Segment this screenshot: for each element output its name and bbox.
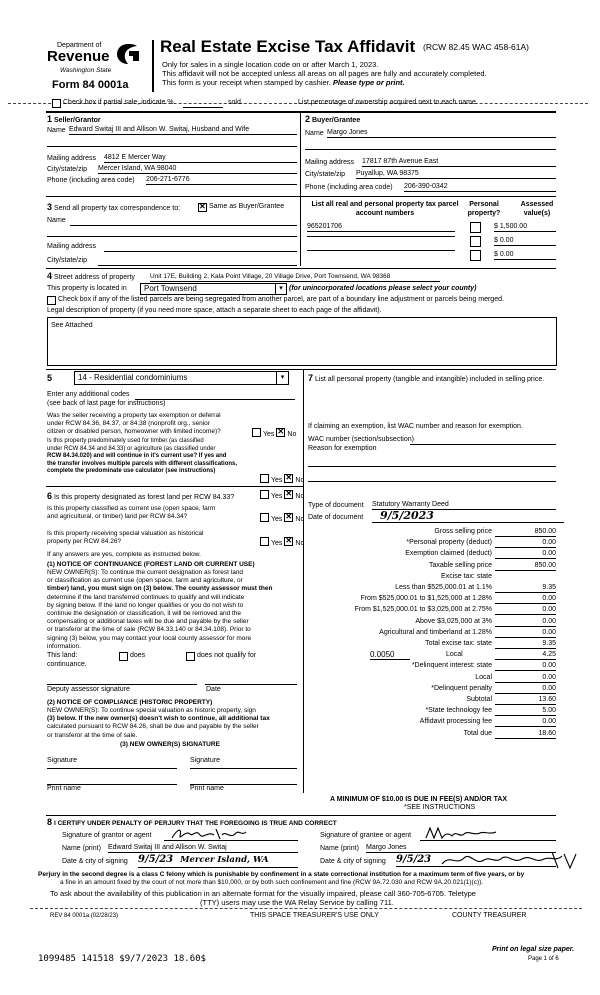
- buyer-name-line-2[interactable]: [305, 149, 556, 150]
- revenue-logo-text: Revenue: [47, 48, 110, 65]
- local-label: Local: [446, 651, 463, 659]
- personal-property-checkbox-2[interactable]: [470, 236, 481, 247]
- seller-buyer-divider: [300, 111, 301, 266]
- seller-city-label: City/state/zip: [47, 166, 88, 173]
- header-line-3: This form is your receipt when stamped by cashier. Please type or print.: [162, 78, 405, 87]
- section-rule-3: [46, 268, 556, 269]
- grantor-name-label: Name (print): [62, 845, 101, 852]
- parcel-number-1[interactable]: 965201706: [307, 222, 455, 232]
- wac-field[interactable]: [410, 444, 556, 445]
- does-not-label: does not qualify for: [197, 652, 257, 659]
- same-as-buyer-label: Same as Buyer/Grantee: [209, 203, 285, 210]
- new-owner-signature-1[interactable]: [47, 768, 177, 769]
- notice1-title: (1) NOTICE OF CONTINUANCE (FOREST LAND OR CURRENT USE): [47, 561, 255, 568]
- section-rule-top: [46, 111, 556, 113]
- doc-date-label: Date of document: [308, 514, 364, 521]
- buyer-phone-field[interactable]: 206-390-0342: [404, 182, 556, 192]
- buyer-heading: 2 Buyer/Grantee: [305, 114, 361, 124]
- tax-row-label: Excise tax: state: [441, 572, 492, 580]
- grantor-date-city-field[interactable]: 9/5/23 Mercer Island, WA: [138, 853, 298, 868]
- tax-row-value[interactable]: 0.00: [495, 617, 556, 627]
- signature-label-2: Signature: [190, 757, 220, 764]
- exemption-claim-label: If claiming an exemption, list WAC number and reason for exemption.: [308, 423, 523, 430]
- deputy-date-label: Date: [206, 686, 221, 693]
- notice2-title: (2) NOTICE OF COMPLIANCE (HISTORIC PROPERTY): [47, 699, 213, 706]
- lower-column-divider: [303, 369, 304, 793]
- additional-codes-label: Enter any additional codes: [47, 391, 130, 398]
- see-instructions-note: *SEE INSTRUCTIONS: [404, 804, 476, 811]
- forest-question: 6 Is this property designated as forest land per RCW 84.33?: [47, 491, 235, 501]
- tax-row-value[interactable]: 850.00: [495, 527, 556, 537]
- local-rate-field[interactable]: 0.0050: [370, 650, 410, 660]
- dept-line: Department of: [57, 42, 102, 49]
- grantor-signature-image: [170, 826, 250, 844]
- tax-row-label: Taxable selling price: [428, 561, 492, 569]
- personal-property-label: 7 List all personal property (tangible and intangible) included in selling price.: [308, 373, 545, 383]
- ownership-note: List percentage of ownership acquired next to each name.: [298, 99, 478, 106]
- notice1-body: NEW OWNER(S): To continue the current designation as forest land or classification as current use (open space, farm and agriculture, or timber) land, you must sign on (3) below. The county assessor must then determine if the land transferred continues to qualify and will indicate by signing below. If the land no longer qualifies or you do not wish to continue the designation or classification, it will be removed and the compensating or additional taxes will be due and payable by the seller or transferor at the time of sale (RCW 84.33.140 or 84.34.108). Prior to signing (3) below, you may contact your local county assessor for more information.: [47, 569, 273, 650]
- tax-row-label: Subtotal: [466, 696, 492, 703]
- doc-type-field[interactable]: Statutory Warranty Deed: [372, 500, 556, 510]
- section4-street-label: 4 Street address of property: [47, 271, 135, 281]
- form-number: Form 84 0001a: [52, 79, 129, 91]
- tax-row-label: Above $3,025,000 at 3%: [415, 617, 492, 625]
- tax-row-label: *Delinquent penalty: [431, 684, 492, 692]
- additional-codes-note: (see back of last page for instructions): [47, 400, 166, 407]
- historic-answer[interactable]: Yes✕ No: [260, 537, 304, 547]
- located-note: (for unincorporated locations please select your county): [289, 285, 477, 292]
- section-rule-4: [46, 369, 556, 370]
- seller-mail-label: Mailing address: [47, 155, 97, 162]
- section5-num: 5: [47, 373, 53, 383]
- property-street-address[interactable]: Unit 17E, Building 2, Kala Point Village, 20 Village Drive, Port Townsend, WA 98368: [150, 272, 440, 282]
- located-label: This property is located in: [47, 285, 127, 292]
- accessibility-line-1: To ask about the availability of this publication in an alternate format for the visually impaired, please call 360-705-6705. Teletype: [50, 889, 476, 898]
- tax-row-value[interactable]: 0.00: [495, 549, 556, 559]
- exemption-question: Was the seller receiving a property tax exemption or deferral under RCW 84.36, 84.37, or 84.38 (nonprofit org., senior citizen or disabled person, homeowner with limited income)?: [47, 412, 221, 435]
- buyer-city-label: City/state/zip: [305, 171, 346, 178]
- tax-row-value[interactable]: 0.00: [495, 717, 556, 727]
- parcel-number-3[interactable]: [307, 250, 455, 251]
- county-treasurer-label: COUNTY TREASURER: [452, 912, 527, 919]
- tax-row-label: *Personal property (deduct): [406, 539, 492, 547]
- section3-city-field[interactable]: [98, 265, 297, 266]
- deputy-signature-field[interactable]: [47, 684, 197, 685]
- tax-row-value[interactable]: 18.60: [495, 729, 556, 739]
- legal-description-value: See Attached: [51, 322, 93, 329]
- timber-answer[interactable]: Yes✕ No: [260, 474, 304, 484]
- notice2-body: NEW OWNER(S): To continue special valuation as historic property, sign (3) below. If the new owner(s) doesn't wish to continue, all additional tax calculated pursuant to RCW 84.26, shall be due and payable by the seller or transferor at the time of sale.: [47, 707, 270, 739]
- tax-row-label: Local: [475, 673, 492, 681]
- partial-sale-label: Check box if partial sale, indicate %: [63, 99, 174, 106]
- tax-row-value[interactable]: 0.00: [495, 684, 556, 694]
- certify-statement: 8 I CERTIFY UNDER PENALTY OF PERJURY THAT THE FOREGOING IS TRUE AND CORRECT: [47, 817, 337, 827]
- doc-date-field[interactable]: 9/5/2023: [372, 509, 564, 523]
- tax-row-value[interactable]: 0.00: [495, 594, 556, 604]
- tax-row-label: *State technology fee: [425, 707, 492, 715]
- grantor-date-label: Date & city of signing: [62, 858, 128, 865]
- legal-paper-note: Print on legal size paper.: [492, 946, 575, 953]
- continuance-label: continuance.: [47, 661, 87, 668]
- legal-description-field[interactable]: [47, 317, 557, 366]
- tax-row-value[interactable]: 0.00: [495, 673, 556, 683]
- historic-question: Is this property receiving special valuation as historical property per RCW 84.26?: [47, 530, 204, 545]
- buyer-city-field[interactable]: Puyallup, WA 98375: [356, 169, 556, 179]
- reason-field-2[interactable]: [308, 481, 556, 482]
- tax-row-value[interactable]: 9.35: [495, 583, 556, 593]
- tax-row-label: Affidavit processing fee: [419, 718, 492, 726]
- timber-question: Is this property predominately used for timber (as classified under RCW 84.34 and 84.33) or agriculture (as classified under RCW 84.34.020) and will continue in it's current use? If yes and the transfer involves multiple parcels with different classifications, complete the predominate use calculator (see instructions): [47, 438, 238, 474]
- seller-heading: 1 Seller/Grantor: [47, 114, 101, 124]
- doc-type-label: Type of document: [308, 502, 364, 509]
- current-use-answer[interactable]: Yes✕ No: [260, 513, 304, 523]
- header-line-2: This affidavit will not be accepted unless all areas on all pages are fully and accurately completed.: [162, 69, 487, 78]
- segregated-checkbox[interactable]: [47, 296, 56, 305]
- deputy-date-field[interactable]: [205, 684, 297, 685]
- if-yes-note: If any answers are yes, complete as instructed below.: [47, 551, 201, 558]
- partial-sale-percent-field[interactable]: [183, 107, 223, 108]
- grantor-sig-label: Signature of grantor or agent: [62, 832, 152, 839]
- seller-name-label: Name: [47, 127, 66, 134]
- grantee-date-label: Date & city of signing: [320, 858, 386, 865]
- tax-row-value[interactable]: 5.00: [495, 706, 556, 716]
- revision-code: REV 84 0001a (02/28/23): [50, 913, 119, 919]
- tax-row-value[interactable]: 0.00: [495, 605, 556, 615]
- this-land-label: This land:: [47, 652, 78, 659]
- tax-row-label: *Delinquent interest: state: [411, 662, 492, 670]
- buyer-mail-label: Mailing address: [305, 159, 355, 166]
- chevron-down-icon[interactable]: ▾: [276, 372, 288, 384]
- use-code-value: 14 - Residential condominiums: [78, 373, 188, 382]
- tax-row-label: Less than $525,000.01 at 1.1%: [395, 584, 492, 591]
- tax-row-value[interactable]: 13.60: [495, 695, 556, 705]
- treasurer-stamp: 1099485 141518 $9/7/2023 18.60$: [38, 954, 206, 964]
- seller-phone-label: Phone (including area code): [47, 177, 135, 184]
- use-code-select[interactable]: [74, 371, 289, 385]
- partial-sale-sold: sold.: [228, 99, 243, 106]
- section3-name-field[interactable]: [70, 225, 297, 226]
- tax-row-value[interactable]: 0.00: [495, 661, 556, 671]
- grantee-sig-label: Signature of grantee or agent: [320, 832, 412, 839]
- buyer-mail-field[interactable]: 17817 87th Avenue East: [362, 157, 556, 167]
- new-owner-signature-2[interactable]: [190, 768, 297, 769]
- forest-answer[interactable]: Yes✕ No: [260, 490, 304, 500]
- section3-name-label: Name: [47, 217, 66, 224]
- revenue-logo-icon: [115, 43, 141, 65]
- grantee-name-label: Name (print): [320, 845, 359, 852]
- tax-row-label: From $525,000.01 to $1,525,000 at 1.28%: [360, 595, 492, 603]
- buyer-name-label: Name: [305, 130, 324, 137]
- partial-sale-checkbox[interactable]: [52, 99, 61, 108]
- seller-name-field[interactable]: Edward Switaj III and Allison W. Switaj, Husband and Wife: [69, 125, 297, 135]
- state-line: Washington State: [60, 67, 112, 74]
- seller-mail-field[interactable]: 4812 E Mercer Way: [104, 153, 297, 163]
- grantee-date-field[interactable]: 9/5/23: [396, 853, 556, 867]
- grantor-name-field[interactable]: Edward Switaj III and Allison W. Switaj: [108, 843, 298, 853]
- segregated-label: Check box if any of the listed parcels are being segregated from another parcel, are part of a boundary line adjustment or parcels being merged.: [58, 296, 504, 303]
- section3-mail-field[interactable]: [104, 251, 297, 252]
- perjury-line-2: a fine in an amount fixed by the court of not more than $10,000, or by both such confinement and fine (RCW 9A.72.030 and RCW 9A.20.021(1)(c)).: [60, 879, 484, 886]
- section-rule-8: [46, 815, 556, 816]
- grantee-name-field[interactable]: Margo Jones: [366, 843, 556, 853]
- personal-property-checkbox-3[interactable]: [470, 250, 481, 261]
- section3-mail-label: Mailing address: [47, 243, 97, 250]
- section-rule-5: [46, 486, 303, 487]
- notice3-title: (3) NEW OWNER(S) SIGNATURE: [120, 741, 220, 748]
- reason-field[interactable]: [308, 466, 556, 467]
- assessed-value-2[interactable]: $ 0.00: [494, 236, 556, 246]
- reason-label: Reason for exemption: [308, 445, 377, 452]
- tax-row-value[interactable]: 0.00: [495, 538, 556, 548]
- accessibility-line-2: (TTY) users may use the WA Relay Service by calling 711.: [200, 898, 394, 907]
- local-value[interactable]: 4.25: [495, 650, 556, 660]
- seller-phone-field[interactable]: 206-271-6776: [146, 175, 297, 185]
- exemption-answer[interactable]: Yes✕ No: [252, 428, 296, 438]
- assessed-value-3[interactable]: $ 0.00: [494, 250, 556, 260]
- minimum-due-note: A MINIMUM OF $10.00 IS DUE IN FEE(S) AND/OR TAX: [330, 796, 508, 803]
- buyer-name-field[interactable]: Margo Jones: [327, 128, 556, 138]
- grantee-city-signature-image: [440, 850, 580, 872]
- tax-row-value[interactable]: 9.35: [495, 639, 556, 649]
- perjury-line-1: Perjury in the second degree is a class C felony which is punishable by confinement in a state correctional institution for a maximum term of five years, or by: [38, 871, 525, 878]
- section3-heading: 3 Send all property tax correspondence to:: [47, 202, 181, 212]
- does-label: does: [130, 652, 146, 659]
- header-divider: [152, 40, 154, 92]
- tax-row-label: Gross selling price: [434, 528, 492, 535]
- page-number: Page 1 of 6: [528, 956, 559, 962]
- deputy-signature-label: Deputy assessor signature: [47, 686, 130, 693]
- form-title: Real Estate Excise Tax Affidavit: [160, 37, 416, 56]
- print-name-label-1: Print name: [47, 785, 81, 792]
- tax-row-label: Agricultural and timberland at 1.28%: [379, 628, 492, 636]
- signature-label-1: Signature: [47, 757, 77, 764]
- current-use-question: Is this property classified as current use (open space, farm and agricultural, or timber) land per RCW 84.34?: [47, 505, 216, 520]
- does-checkbox[interactable]: [119, 652, 128, 661]
- tax-row-label: Total excise tax: state: [425, 640, 492, 647]
- buyer-phone-label: Phone (including area code): [305, 184, 393, 191]
- seller-name-line-2[interactable]: [47, 146, 297, 147]
- tax-row-label: Exemption claimed (deduct): [405, 550, 492, 558]
- parcel-header: List all real and personal property tax parcel account numbers: [311, 201, 459, 217]
- assessed-value-header: Assessed value(s): [520, 201, 554, 217]
- header-line-1: Only for sales in a single location code on or after March 1, 2023.: [162, 60, 379, 69]
- wac-label: WAC number (section/subsection): [308, 436, 414, 443]
- print-name-label-2: Print name: [190, 785, 224, 792]
- form-rcw: (RCW 82.45 WAC 458-61A): [423, 42, 529, 52]
- location-select-value: Port Townsend: [144, 284, 197, 293]
- tax-row-label: Total due: [463, 729, 492, 737]
- same-as-buyer-checkbox[interactable]: [198, 203, 207, 212]
- section3-name-line-2[interactable]: [47, 236, 297, 237]
- tax-row-value[interactable]: 850.00: [495, 561, 556, 571]
- tax-row-label: From $1,525,000.01 to $3,025,000 at 2.75%: [354, 606, 492, 614]
- tax-row-value[interactable]: 0.00: [495, 628, 556, 638]
- assessed-value-1[interactable]: $ 1,500.00: [494, 222, 556, 232]
- grantee-signature-image: [424, 824, 504, 844]
- does-not-checkbox[interactable]: [186, 652, 195, 661]
- legal-desc-label: Legal description of property (if you need more space, attach a separate sheet to each page of the affidavit).: [47, 307, 382, 314]
- personal-property-header: Personal property?: [467, 201, 501, 217]
- treasurer-only-note: THIS SPACE TREASURER'S USE ONLY: [250, 912, 379, 919]
- cut-line: [30, 908, 582, 909]
- section3-city-label: City/state/zip: [47, 257, 88, 264]
- location-select[interactable]: [140, 283, 287, 295]
- seller-city-field[interactable]: Mercer Island, WA 98040: [98, 164, 297, 174]
- section-rule-2: [46, 196, 556, 197]
- chevron-down-icon[interactable]: ▾: [275, 284, 286, 294]
- parcel-number-2[interactable]: [307, 236, 455, 237]
- personal-property-checkbox-1[interactable]: [470, 222, 481, 233]
